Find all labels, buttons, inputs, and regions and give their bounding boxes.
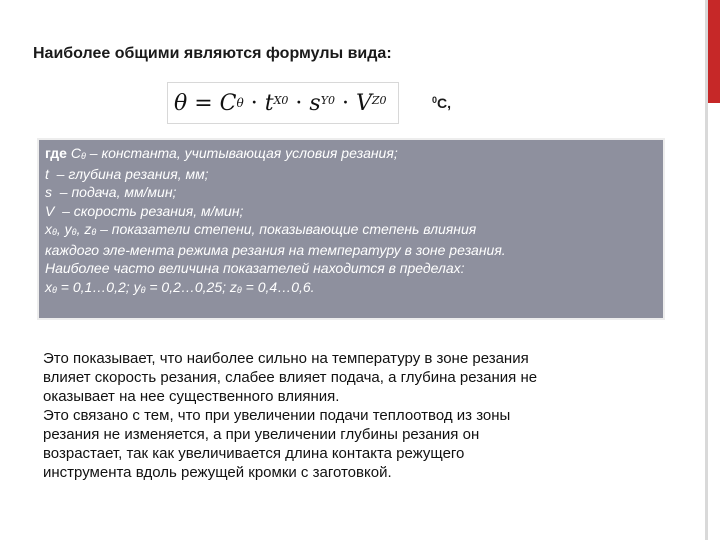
definition-line: Наиболее часто величина показателей находится в пределах:	[45, 260, 465, 276]
definition-line: t – глубина резания, мм;	[45, 165, 209, 182]
x-range: = 0,1…0,2;	[56, 278, 134, 295]
separator: ,	[76, 221, 85, 237]
y-range: = 0,2…0,25;	[145, 278, 230, 295]
body-line: резания не изменяется, а при увеличении глубины резания он	[43, 426, 480, 443]
y-symbol: y	[133, 278, 141, 295]
body-line: влияет скорость резания, слабее влияет подача, а глубина резания не	[43, 369, 538, 386]
formula-s-exp: Y0	[320, 93, 335, 107]
c-subscript: θ	[81, 151, 86, 161]
body-line: оказывает на нее существенного влияния.	[43, 388, 340, 405]
degree-mark: 0	[432, 95, 438, 105]
formula-s: s	[309, 90, 321, 116]
slide-title: Наиболее общими являются формулы вида:	[33, 45, 392, 62]
x-subscript: θ	[52, 227, 57, 237]
formula-dot-1: ·	[243, 90, 265, 116]
z-subscript: θ	[91, 227, 97, 237]
body-line: инструмента вдоль режущей кромки с заготовкой.	[43, 464, 392, 481]
formula-dot-2: ·	[288, 90, 310, 116]
formula-equals: =	[187, 90, 220, 116]
accent-bar	[708, 0, 720, 103]
body-line: Это показывает, что наиболее сильно на температуру в зоне резания	[43, 350, 529, 367]
formula-image	[167, 82, 399, 124]
x-symbol: x	[45, 221, 52, 237]
body-line: возрастает, так как увеличивается длина контакта режущего	[43, 445, 465, 462]
c-symbol: С	[70, 145, 81, 161]
formula-v: V	[355, 90, 372, 116]
definition-line: s – подача, мм/мин;	[45, 184, 177, 200]
definition-line	[45, 144, 657, 165]
y-symbol: y	[64, 221, 72, 237]
formula-theta: θ	[174, 90, 188, 116]
c-description: – константа, учитывающая условия резания;	[85, 145, 398, 161]
z-range: = 0,4…0,6.	[241, 278, 315, 295]
where-label: где	[45, 145, 71, 161]
y-subscript: θ	[71, 227, 77, 237]
formula-dot-3: ·	[334, 90, 356, 116]
z-subscript: θ	[236, 284, 242, 295]
x-symbol: x	[45, 278, 52, 295]
unit-letter: С,	[437, 95, 452, 111]
body-line: Это связано с тем, что при увеличении подачи теплоотвод из зоны	[43, 407, 511, 424]
definition-line	[45, 278, 657, 299]
exponents-description: – показатели степени, показывающие степень влияния	[96, 221, 477, 237]
definition-line: каждого эле-мента режима резания на температуру в зоне резания.	[45, 241, 506, 258]
formula-t: t	[264, 90, 274, 116]
y-subscript: θ	[140, 284, 146, 295]
formula-v-exp: Z0	[371, 93, 387, 107]
formula-c-sub: θ	[236, 96, 244, 110]
x-subscript: θ	[52, 284, 57, 295]
explanation-text	[43, 349, 683, 482]
separator: ,	[56, 221, 65, 237]
z-symbol: z	[229, 278, 237, 295]
definitions-box	[37, 138, 665, 320]
definition-line	[45, 220, 657, 241]
temperature-unit	[432, 95, 451, 111]
formula-t-exp: X0	[273, 93, 289, 107]
formula-c: C	[219, 90, 237, 116]
definition-line: V – скорость резания, м/мин;	[45, 202, 244, 219]
z-symbol: z	[84, 221, 92, 237]
